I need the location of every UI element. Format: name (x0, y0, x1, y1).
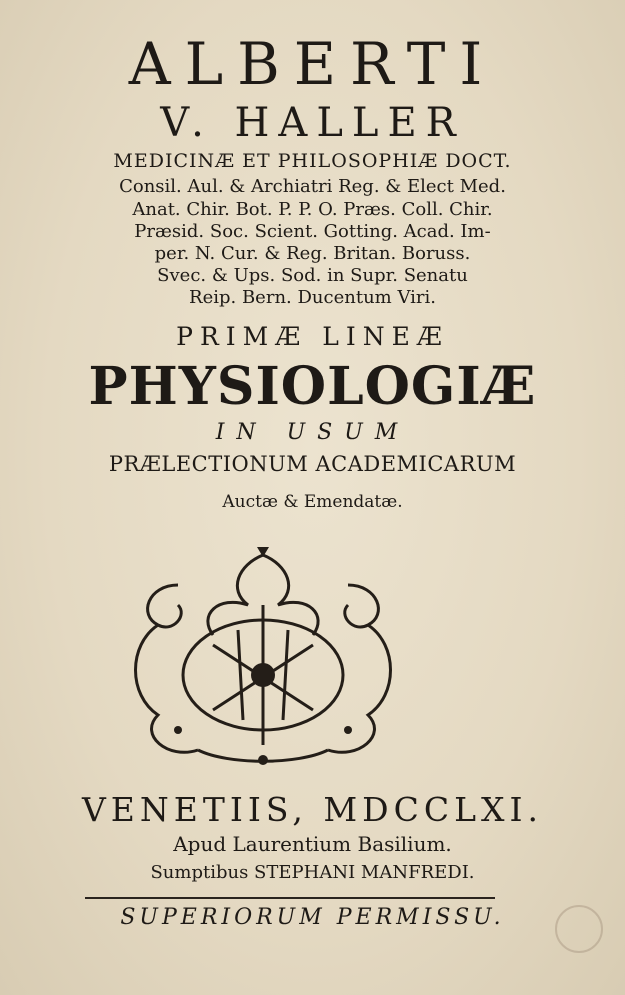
credential-line: Reip. Bern. Ducentum Viri. (189, 287, 436, 308)
credential-line: Anat. Chir. Bot. P. P. O. Præs. Coll. Chir. (132, 199, 493, 220)
in-usum: IN USUM (215, 420, 410, 445)
work-title: PHYSIOLOGIÆ (88, 356, 537, 417)
work-subtitle: PRIMÆ LINEÆ (176, 322, 449, 351)
imprint-place-date: VENETIIS, MDCCLXI. (81, 790, 544, 829)
credential-line: MEDICINÆ ET PHILOSOPHIÆ DOCT. (113, 150, 512, 172)
edition-note: Auctæ & Emendatæ. (222, 492, 403, 512)
divider-rule (85, 897, 495, 899)
praelectionum: PRÆLECTIONUM ACADEMICARUM (108, 452, 517, 476)
imprint-printer: Apud Laurentium Basilium. (173, 832, 452, 856)
credential-line: per. N. Cur. & Reg. Britan. Boruss. (154, 243, 471, 264)
author-surname: V. HALLER (160, 100, 465, 146)
imprint-permission: SUPERIORUM PERMISSU. (120, 905, 505, 930)
library-stamp-icon (555, 905, 603, 953)
printers-ornament-icon (118, 545, 408, 775)
credential-line: Svec. & Ups. Sod. in Supr. Senatu (157, 265, 468, 286)
imprint-sumptibus: Sumptibus STEPHANI MANFREDI. (150, 862, 475, 883)
author-first-name: ALBERTI (128, 30, 497, 98)
credential-line: Consil. Aul. & Archiatri Reg. & Elect Med. (119, 176, 506, 197)
credential-line: Præsid. Soc. Scient. Gotting. Acad. Im- (134, 221, 491, 242)
